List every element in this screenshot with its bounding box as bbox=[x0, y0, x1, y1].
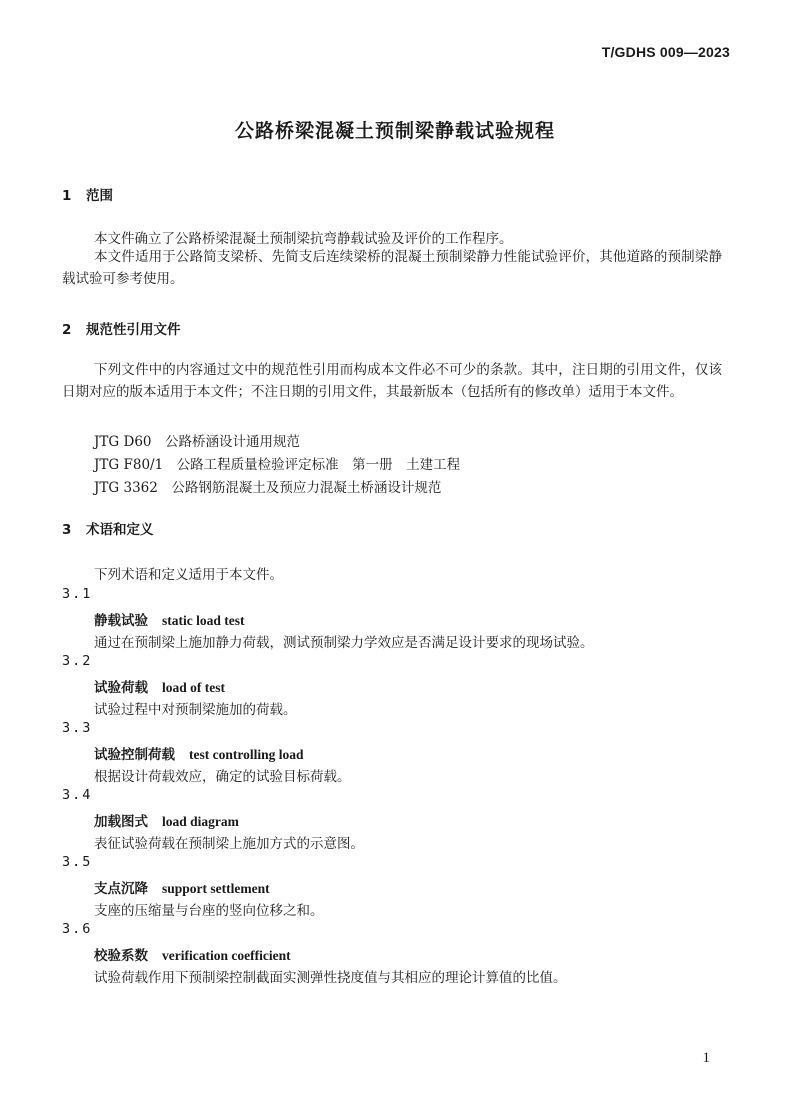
term-name-zh: 支点沉降 bbox=[94, 881, 148, 897]
document-code: T/GDHS 009—2023 bbox=[601, 44, 730, 60]
term-name-zh: 试验荷载 bbox=[94, 680, 148, 696]
section-heading-terms bbox=[62, 518, 154, 538]
term-name-en: support settlement bbox=[162, 881, 270, 896]
paragraph: 下列文件中的内容通过文中的规范性引用而构成本文件必不可少的条款。其中，注日期的引用文件，仅该日期对应的版本适用于本文件；不注日期的引用文件，其最新版本（包括所有的修改单）适用于本文件。 bbox=[62, 362, 722, 400]
term-name bbox=[94, 810, 239, 830]
term-definition: 表征试验荷载在预制梁上施加方式的示意图。 bbox=[94, 836, 364, 852]
term-definition: 通过在预制梁上施加静力荷载，测试预制梁力学效应是否满足设计要求的现场试验。 bbox=[94, 635, 594, 651]
term-number: 3.3 bbox=[62, 720, 93, 736]
section-title: 范围 bbox=[86, 188, 113, 204]
term-number: 3.6 bbox=[62, 921, 93, 937]
term-name-en: load of test bbox=[162, 680, 225, 695]
section-title: 术语和定义 bbox=[86, 522, 154, 538]
term-name-en: verification coefficient bbox=[162, 948, 291, 963]
term-definition: 根据设计荷载效应，确定的试验目标荷载。 bbox=[94, 769, 351, 785]
term-definition: 支座的压缩量与台座的竖向位移之和。 bbox=[94, 903, 324, 919]
paragraph: 本文件适用于公路简支梁桥、先简支后连续梁桥的混凝土预制梁静力性能试验评价，其他道路的预制梁静载试验可参考使用。 bbox=[62, 249, 722, 287]
reference-item: JTG 3362 公路钢筋混凝土及预应力混凝土桥涵设计规范 bbox=[94, 480, 442, 496]
paragraph: 下列术语和定义适用于本文件。 bbox=[94, 567, 283, 583]
term-name-zh: 校验系数 bbox=[94, 948, 148, 964]
term-definition: 试验荷载作用下预制梁控制截面实测弹性挠度值与其相应的理论计算值的比值。 bbox=[94, 970, 567, 986]
page-number: 1 bbox=[702, 1050, 710, 1066]
term-name-en: load diagram bbox=[162, 814, 239, 829]
section-title: 规范性引用文件 bbox=[86, 322, 181, 338]
term-definition: 试验过程中对预制梁施加的荷载。 bbox=[94, 702, 297, 718]
term-name-zh: 试验控制荷载 bbox=[94, 747, 175, 763]
term-number: 3.5 bbox=[62, 854, 93, 870]
section-number: 2 bbox=[62, 322, 72, 338]
paragraph: 本文件确立了公路桥梁混凝土预制梁抗弯静载试验及评价的工作程序。 bbox=[94, 231, 513, 247]
term-name-en: static load test bbox=[162, 613, 245, 628]
reference-item: JTG D60 公路桥涵设计通用规范 bbox=[94, 434, 300, 450]
term-number: 3.1 bbox=[62, 586, 93, 602]
term-number: 3.2 bbox=[62, 653, 93, 669]
section-number: 1 bbox=[62, 188, 72, 204]
section-heading-scope bbox=[62, 184, 113, 204]
term-name bbox=[94, 743, 304, 763]
term-name bbox=[94, 877, 270, 897]
term-name-zh: 静载试验 bbox=[94, 613, 148, 629]
term-name bbox=[94, 676, 225, 696]
term-number: 3.4 bbox=[62, 787, 93, 803]
document-title: 公路桥梁混凝土预制梁静载试验规程 bbox=[234, 120, 555, 142]
term-name-zh: 加载图式 bbox=[94, 814, 148, 830]
reference-item: JTG F80/1 公路工程质量检验评定标准 第一册 土建工程 bbox=[94, 457, 461, 473]
section-heading-normative-references bbox=[62, 318, 181, 338]
section-number: 3 bbox=[62, 522, 72, 538]
term-name-en: test controlling load bbox=[189, 747, 304, 762]
term-name bbox=[94, 944, 291, 964]
term-name bbox=[94, 609, 244, 629]
